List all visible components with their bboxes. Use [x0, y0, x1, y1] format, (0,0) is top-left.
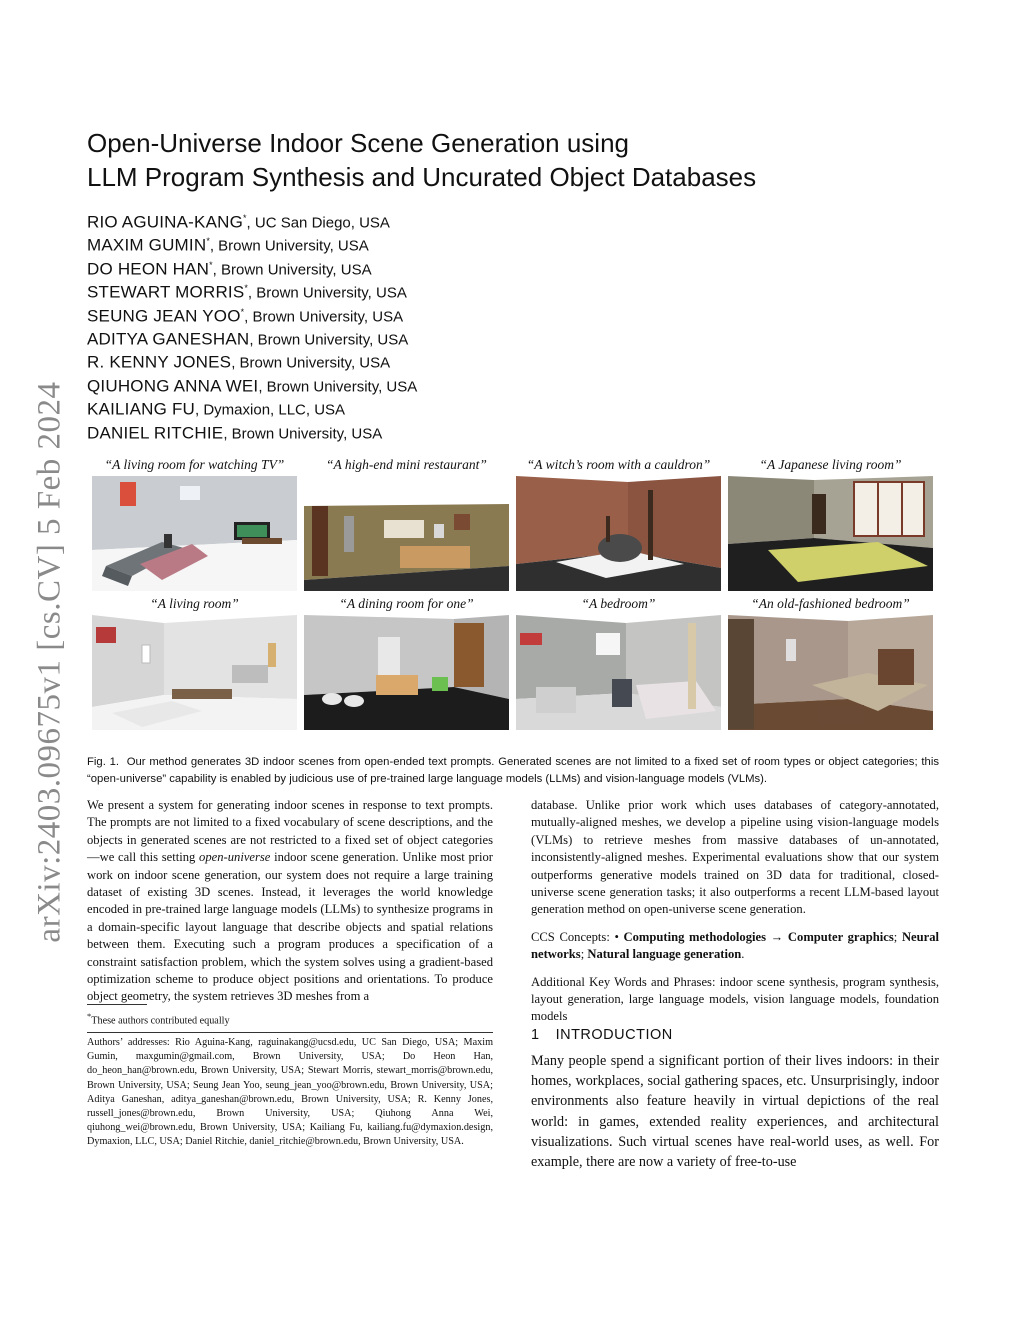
- author-affiliation: , Brown University, USA: [209, 238, 369, 256]
- scene-panel: [92, 595, 297, 730]
- scene-caption: “A dining room for one”: [339, 596, 474, 611]
- scene-panel: [728, 595, 933, 730]
- author-addresses: Authors’ addresses: Rio Aguina-Kang, raguinakang@ucsd.edu, UC San Diego, USA; Maxim Gumin, maxgumin@gmail.com, Brown University, USA; Do Heon Han, do_heon_han@brown.edu, Brown University, USA; Stewart Morris, stewart_morris@brown.edu, Brown University, USA; Seung Jean Yoo, seung_jean_yoo@brown.edu, Brown University, USA; Aditya Ganeshan, aditya_ganeshan@brown.edu, Brown University, USA; R. Kenny Jones, russell_jones@brown.edu, Brown University, USA; Qiuhong Anna Wei, qiuhong_wei@brown.edu, Brown University, USA; Kailiang Fu, kailiang.fu@dymaxion.design, Dymaxion, LLC, USA; Daniel Ritchie, daniel_ritchie@brown.edu, Brown University, USA.: [87, 1037, 493, 1148]
- author-affiliation: , Brown University, USA: [223, 425, 383, 443]
- abstract-left-column: [87, 797, 493, 1006]
- scene-panel: [304, 595, 509, 730]
- abstract-text-1: We present a system for generating indoor scenes in response to text prompts. The prompts are not limited to a fixed vocabulary of scene descriptions, and the objects in generated scenes are not restricted to a fixed set of object categories—we call this setting: [87, 798, 493, 865]
- figure-caption: [87, 754, 939, 788]
- ccs-arrow: →: [766, 929, 788, 944]
- scene-panel: [92, 456, 297, 591]
- ccs-concept: Natural language generation: [587, 947, 742, 962]
- author-affiliation: , Dymaxion, LLC, USA: [195, 401, 346, 419]
- author-name: MAXIM GUMIN: [87, 236, 207, 256]
- teaser-figure: [92, 456, 934, 736]
- title-line-2: LLM Program Synthesis and Uncurated Object Databases: [87, 162, 757, 192]
- footnote-text: These authors contributed equally: [91, 1015, 230, 1027]
- author-affiliation: , Brown University, USA: [249, 331, 409, 349]
- scene-render-tv-living-room: [92, 476, 297, 591]
- section-number: 1: [531, 1027, 540, 1043]
- author-name: R. KENNY JONES: [87, 353, 232, 372]
- section-title: INTRODUCTION: [555, 1027, 673, 1043]
- equal-contrib-mark: *: [206, 236, 210, 247]
- abstract-continued: database. Unlike prior work which uses databases of category-annotated, mutually-aligned meshes, we develop a pipeline using vision-language models (VLMs) to retrieve meshes from massive databases of un-annotated, inconsistently-aligned meshes. Experimental evaluations show that our system outperforms generative models trained on 3D data for traditional, closed-universe scene generation tasks; it also outperforms a recent LLM-based layout generation method on open-universe scene generation.: [531, 798, 939, 917]
- author-row: [87, 230, 687, 256]
- ccs-end: .: [741, 947, 745, 962]
- author-affiliation: , Brown University, USA: [258, 378, 418, 396]
- author-affiliation: , Brown University, USA: [244, 308, 404, 326]
- figure-caption-text: Our method generates 3D indoor scenes from open-ended text prompts. Generated scenes are not limited to a fixed set of room types or object categories; this “open-universe” capability is enabled by judicious use of pre-trained large language models (LLMs) and vision-language models (VLMs).: [87, 756, 939, 785]
- abstract-right-column: [531, 797, 939, 1026]
- author-row: [87, 207, 687, 230]
- author-row: [87, 301, 687, 324]
- equal-contrib-mark: *: [244, 283, 248, 294]
- equal-contribution-footnote: [87, 1011, 230, 1026]
- ccs-separator: ;: [580, 947, 588, 962]
- author-name: DO HEON HAN: [87, 259, 210, 279]
- abstract-text-2: indoor scene generation. Unlike most prior work on indoor scene generation, our system does not require a large training dataset of existing 3D scenes. Instead, it leverages the world knowledge encoded in pre-trained large language models (LLMs) to synthesize programs in a domain-specific layout language that describe objects and spatial relations between them. Executing such a program produces a specification of a constraint satisfaction problem, which the system solves using a gradient-based optimization scheme to produce object positions and orientations. To produce object geometry, the system retrieves 3D meshes from a: [87, 850, 493, 1004]
- intro-paragraph: Many people spend a significant portion of their lives indoors: in their homes, workplaces, social gathering spaces, etc. Unsurprisingly, indoor environments also feature heavily in virtual depictions of the real world: in games, extended reality experiences, and architectural visualizations. Such virtual scenes have real-world uses, as well. For example, there are now a variety of free-to-use: [531, 1053, 939, 1171]
- keywords: Additional Key Words and Phrases: indoor scene synthesis, program synthesis, layout generation, large language models, vision language models, foundation models: [531, 974, 939, 1024]
- scene-caption: “A living room”: [150, 596, 239, 611]
- author-name: ADITYA GANESHAN: [87, 329, 250, 349]
- scene-panel: [304, 456, 509, 591]
- scene-render-old-fashioned-bedroom: [728, 615, 933, 730]
- author-name: STEWART MORRIS: [87, 282, 245, 302]
- author-affiliation: , Brown University, USA: [247, 284, 407, 302]
- title-line-1: Open-Universe Indoor Scene Generation using: [87, 128, 629, 158]
- scene-caption: “A Japanese living room”: [759, 457, 902, 472]
- equal-contrib-mark: *: [243, 213, 247, 223]
- scene-render-living-room: [92, 615, 297, 730]
- author-row: [87, 277, 687, 300]
- author-row: [87, 394, 687, 417]
- abstract-emphasis: open-universe: [199, 850, 271, 865]
- ccs-concept: Computing methodologies: [623, 929, 767, 944]
- author-affiliation: , Brown University, USA: [212, 261, 372, 279]
- author-affiliation: , Brown University, USA: [231, 355, 391, 372]
- scene-panel: [516, 595, 721, 730]
- author-row: [87, 254, 687, 277]
- paper-title: [87, 126, 947, 194]
- scene-render-witch-room: [516, 476, 721, 591]
- author-name: DANIEL RITCHIE: [87, 423, 224, 443]
- ccs-concept: Computer graphics: [787, 929, 894, 944]
- arxiv-identifier: arXiv:2403.09675v1 [cs.CV] 5 Feb 2024: [31, 381, 68, 943]
- scene-panel: [728, 456, 933, 591]
- scene-caption: “A high-end mini restaurant”: [326, 457, 487, 472]
- scene-render-japanese-living-room: [728, 476, 933, 591]
- author-affiliation: , UC San Diego, USA: [246, 214, 390, 232]
- author-row: [87, 347, 687, 370]
- author-row: [87, 324, 687, 347]
- ccs-separator: ;: [893, 929, 902, 944]
- introduction-text: [531, 1051, 939, 1172]
- author-row: [87, 371, 687, 394]
- equal-contrib-mark: *: [240, 306, 245, 317]
- author-name: RIO AGUINA-KANG: [87, 212, 244, 232]
- author-name: QIUHONG ANNA WEI: [87, 376, 259, 396]
- section-heading: [531, 1027, 673, 1043]
- scene-caption: “A witch’s room with a cauldron”: [526, 457, 711, 472]
- ccs-concepts: [531, 929, 939, 964]
- scene-panel: [516, 456, 721, 591]
- scene-render-bedroom: [516, 615, 721, 730]
- ccs-bullet: •: [614, 929, 624, 944]
- scene-render-dining-room-for-one: [304, 615, 509, 730]
- abstract-paragraph: [87, 797, 493, 1006]
- arxiv-sidebar: [20, 362, 80, 962]
- scene-caption: “A bedroom”: [581, 596, 656, 611]
- address-rule: [87, 1032, 493, 1033]
- scene-caption: “A living room for watching TV”: [104, 457, 285, 472]
- author-name: KAILIANG FU: [87, 399, 196, 419]
- footnote-mark: *: [87, 1011, 92, 1021]
- author-row: [87, 418, 687, 441]
- ccs-label: CCS Concepts:: [531, 929, 615, 944]
- equal-contrib-mark: *: [209, 259, 213, 270]
- ccs-concept: Neural networks: [531, 929, 940, 962]
- author-name: SEUNG JEAN YOO: [87, 306, 241, 326]
- scene-caption: “An old-fashioned bedroom”: [751, 596, 910, 611]
- figure-label: Fig. 1.: [87, 756, 120, 768]
- footnote-rule: [87, 1004, 147, 1005]
- author-list: [87, 207, 687, 441]
- scene-render-mini-restaurant: [304, 476, 509, 591]
